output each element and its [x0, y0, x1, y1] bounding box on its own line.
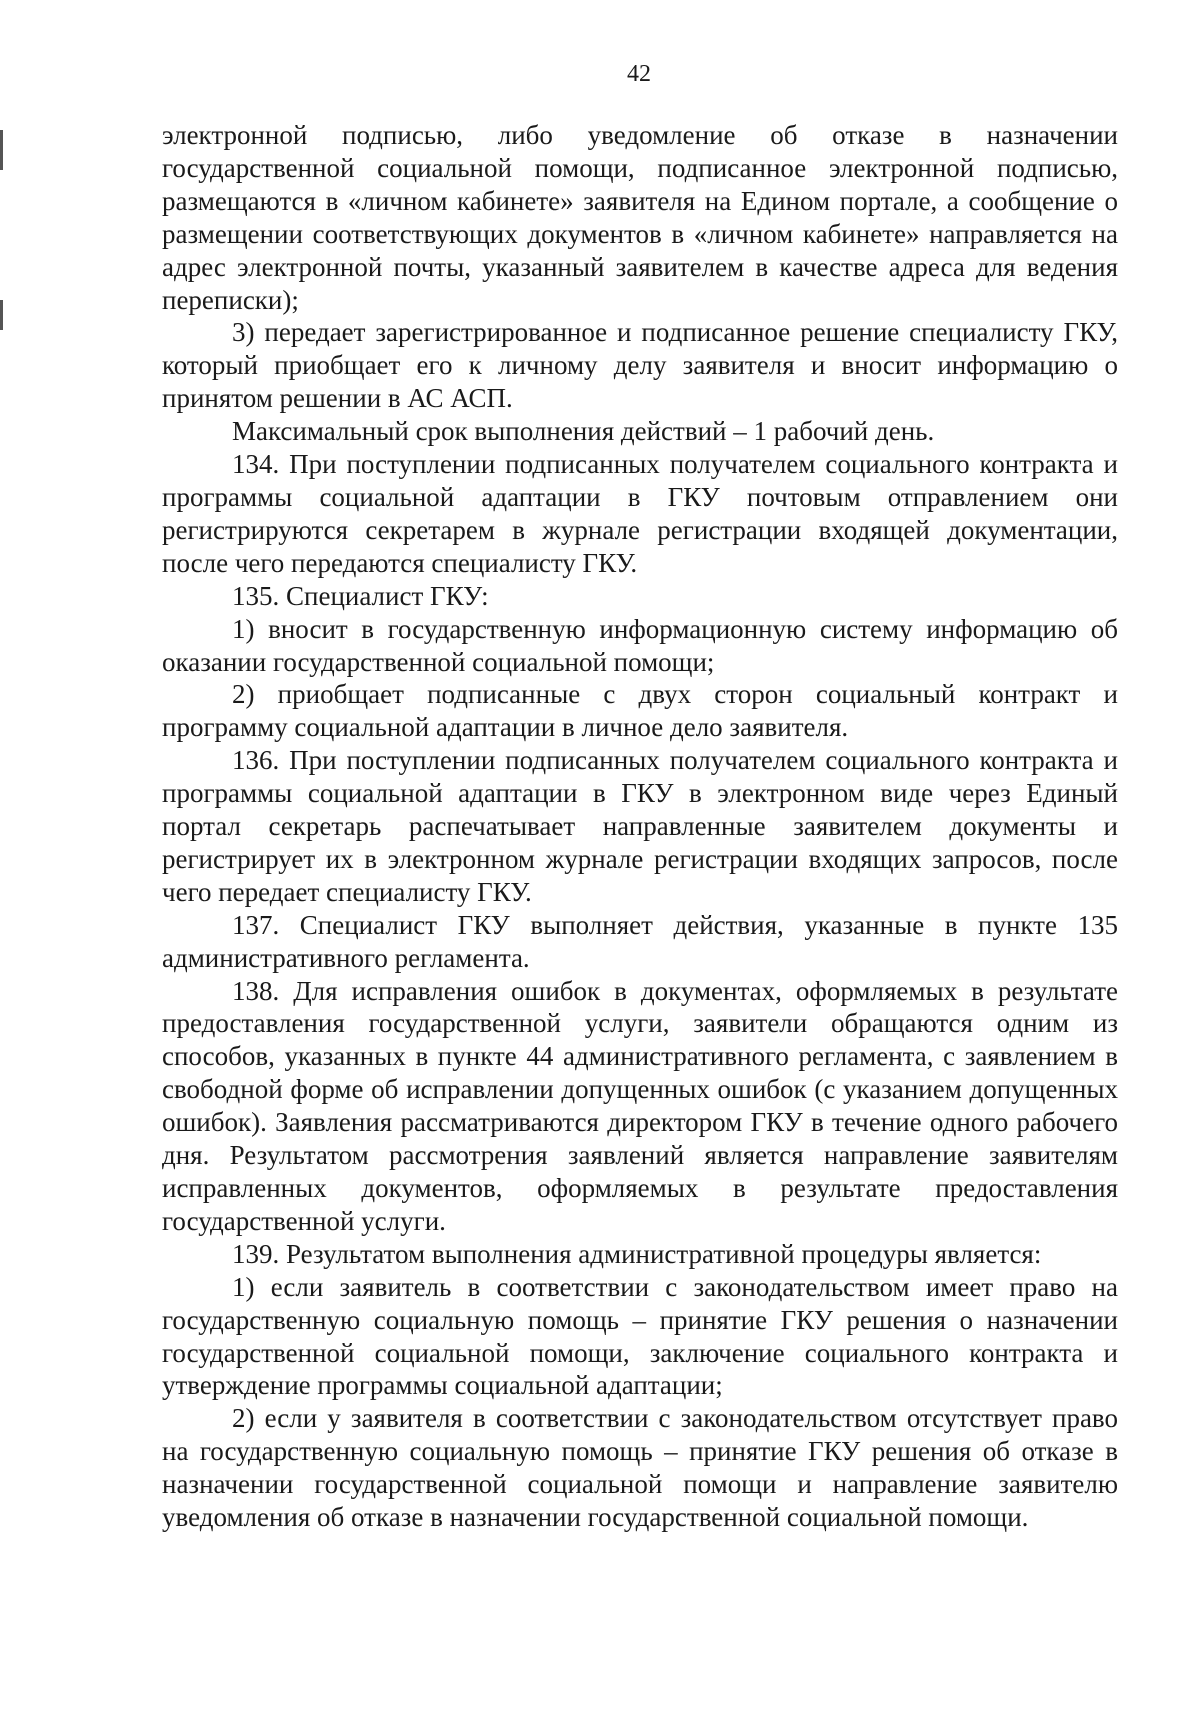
paragraph: 136. При поступлении подписанных получателем социального контракта и программы социальной адаптации в ГКУ в электронном виде через Единый портал секретарь распечатывает направленные заявителем документы и регистрирует их в электронном журнале регистрации входящих запросов, после чего передает специалисту ГКУ. [162, 745, 1118, 907]
paragraph: 2) приобщает подписанные с двух сторон социальный контракт и программу социальной адаптации в личное дело заявителя. [162, 679, 1118, 743]
paragraph: Максимальный срок выполнения действий – 1 рабочий день. [232, 416, 935, 447]
paragraph: 138. Для исправления ошибок в документах, оформляемых в результате предоставления государственной услуги, заявители обращаются одним из способов, указанных в пункте 44 административного регламента, с заявлением в свободной форме об исправлении допущенных ошибок (с указанием допущенных ошибок). Заявления рассматриваются директором ГКУ в течение одного рабочего дня. Результатом рассмотрения заявлений является направление заявителям исправленных документов, оформляемых в результате предоставления государственной услуги. [162, 975, 1118, 1236]
scan-edge-mark [0, 300, 3, 330]
paragraph: 1) вносит в государственную информационную систему информацию об оказании государственной социальной помощи; [162, 613, 1118, 677]
paragraph: 134. При поступлении подписанных получателем социального контракта и программы социальной адаптации в ГКУ почтовым отправлением они регистрируются секретарем в журнале регистрации входящей документации, после чего передаются специалисту ГКУ. [162, 449, 1118, 578]
scan-edge-mark [0, 130, 3, 170]
paragraph: 3) передает зарегистрированное и подписанное решение специалисту ГКУ, который приобщает его к личному делу заявителя и вносит информацию о принятом решении в АС АСП. [162, 317, 1118, 414]
paragraph: 2) если у заявителя в соответствии с законодательством отсутствует право на государственную социальную помощь – принятие ГКУ решения об отказе в назначении государственной социальной помощи и направление заявителю уведомления об отказе в назначении государственной социальной помощи. [162, 1403, 1118, 1533]
paragraph: 135. Специалист ГКУ: [232, 580, 489, 611]
paragraph: электронной подписью, либо уведомление об отказе в назначении государственной социальной помощи, подписанное электронной подписью, размещаются в «личном кабинете» заявителя на Едином портале, а сообщение о размещении соответствующих документов в «личном кабинете» направляется на адрес электронной почты, указанный заявителем в качестве адреса для ведения переписки); [162, 120, 1118, 315]
paragraph: 137. Специалист ГКУ выполняет действия, указанные в пункте 135 административного регламента. [162, 909, 1118, 973]
paragraph: 139. Результатом выполнения административной процедуры является: [232, 1238, 1042, 1269]
document-body [162, 119, 1118, 1534]
paragraph: 1) если заявитель в соответствии с законодательством имеет право на государственную социальную помощь – принятие ГКУ решения о назначении государственной социальной помощи, заключение социального контракта и утверждение программы социальной адаптации; [162, 1271, 1118, 1401]
page-number: 42 [627, 61, 651, 87]
